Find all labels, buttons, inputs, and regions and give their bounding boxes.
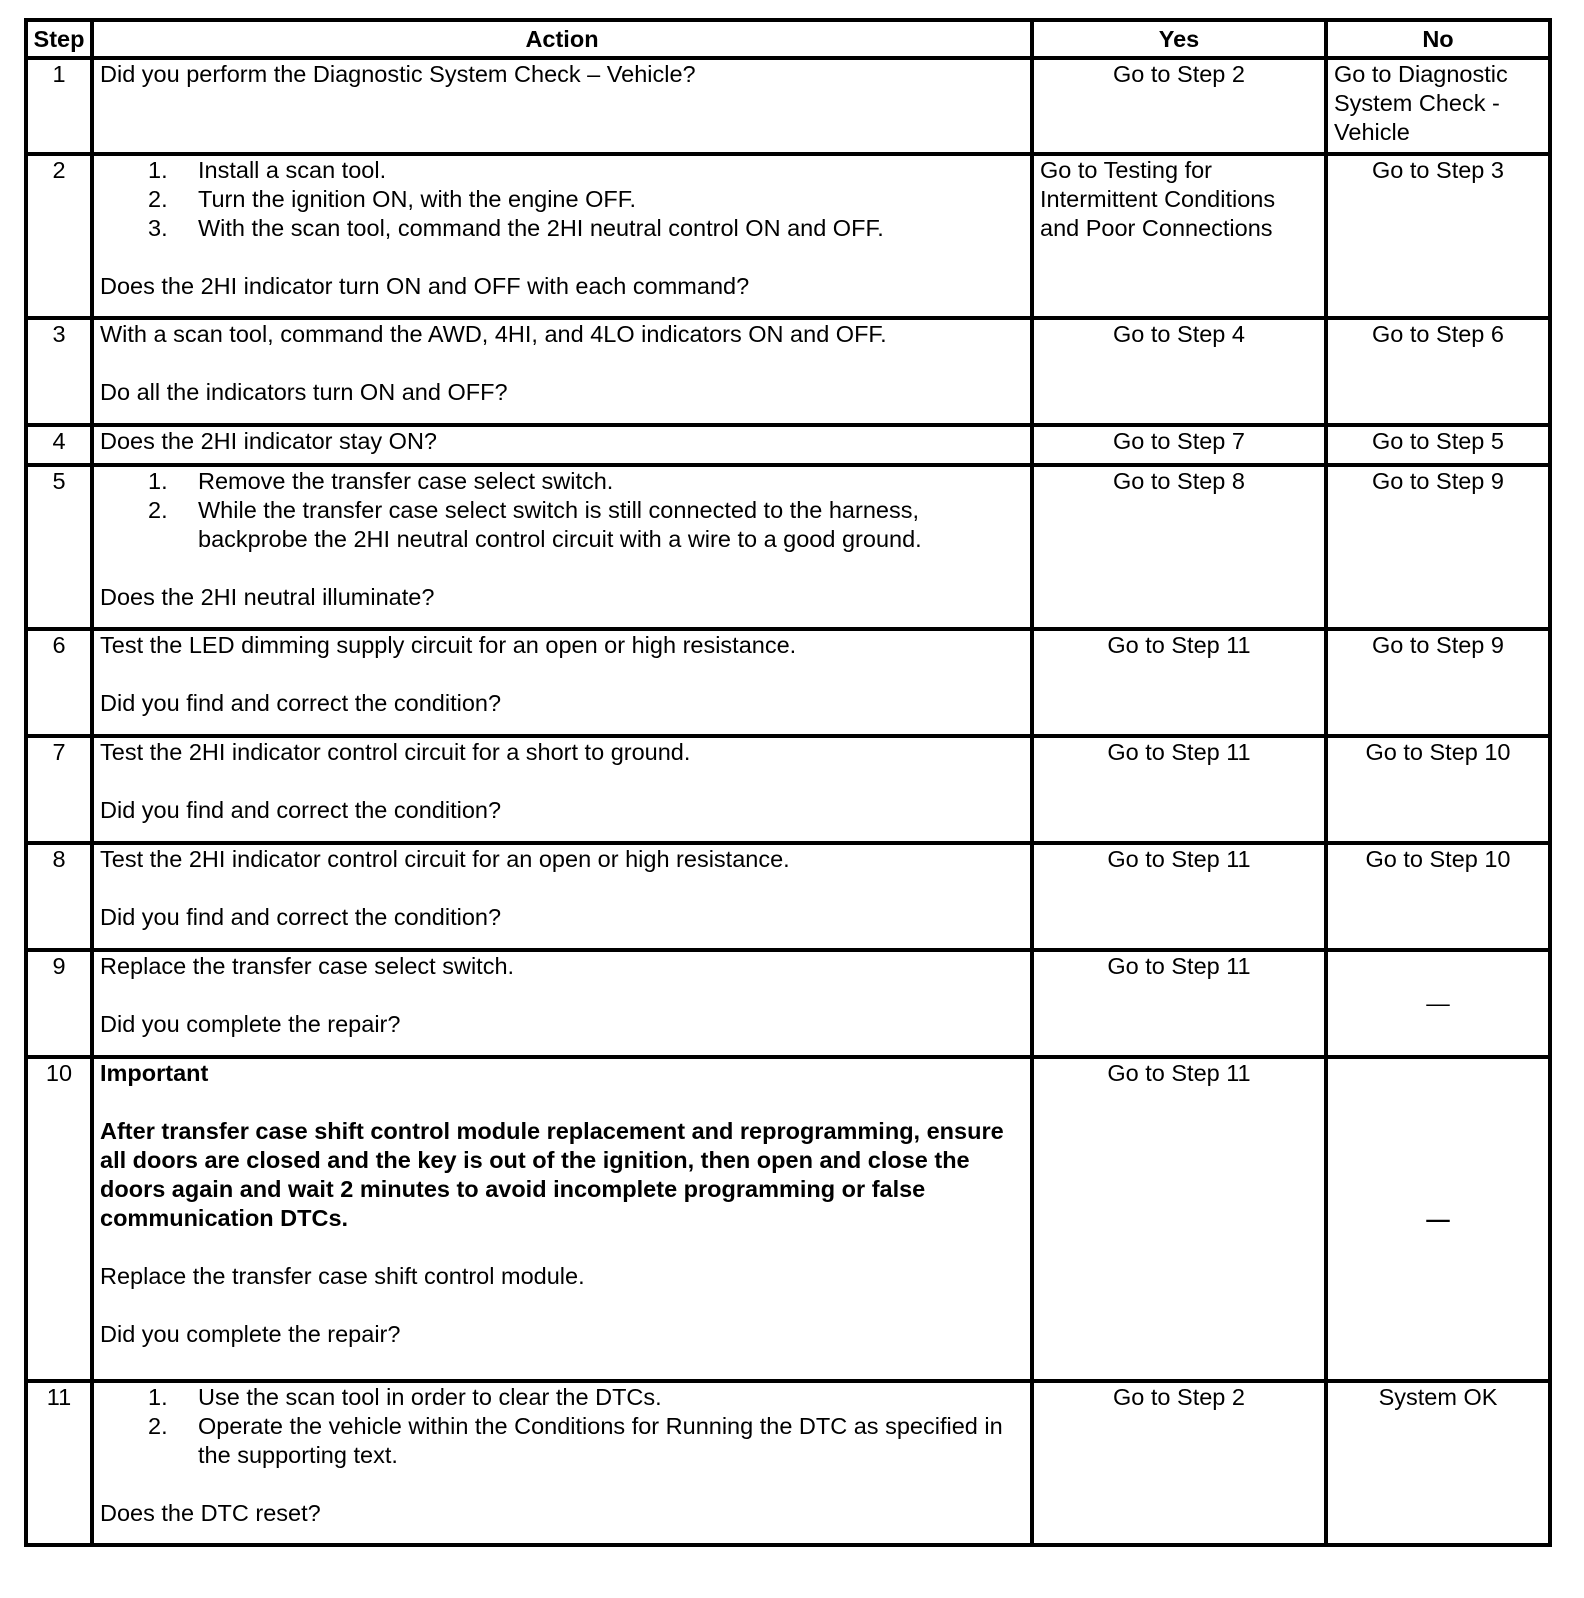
- list-item: 1. Install a scan tool.: [148, 157, 387, 183]
- no-cell: Go to Diagnostic System Check - Vehicle: [1326, 58, 1550, 154]
- no-cell: —: [1326, 1057, 1550, 1381]
- action-cell: [92, 950, 1032, 1057]
- header-yes: Yes: [1032, 20, 1326, 58]
- no-cell: Go to Step 3: [1326, 154, 1550, 318]
- list-item: 2. While the transfer case select switch is still connected to the harness, backprobe the 2HI neutral control circuit with a wire to a good ground.: [148, 497, 922, 552]
- no-cell: Go to Step 10: [1326, 736, 1550, 843]
- action-cell: [92, 425, 1032, 465]
- action-list: [100, 467, 1024, 554]
- action-text: Test the 2HI indicator control circuit for an open or high resistance.: [100, 846, 790, 872]
- action-text: Test the LED dimming supply circuit for an open or high resistance.: [100, 632, 797, 658]
- yes-cell: Go to Testing for Intermittent Conditions and Poor Connections: [1032, 154, 1326, 318]
- list-item: 2. Turn the ignition ON, with the engine OFF.: [148, 186, 637, 212]
- no-cell: —: [1326, 950, 1550, 1057]
- list-item: 1. Use the scan tool in order to clear the DTCs.: [148, 1384, 662, 1410]
- yes-cell: Go to Step 11: [1032, 736, 1326, 843]
- action-question: Does the 2HI neutral illuminate?: [100, 584, 435, 610]
- action-cell: [92, 465, 1032, 629]
- table-row: [26, 318, 1550, 425]
- action-text: Test the 2HI indicator control circuit for a short to ground.: [100, 739, 691, 765]
- yes-cell: Go to Step 2: [1032, 1381, 1326, 1545]
- list-item: 1. Remove the transfer case select switch.: [148, 468, 614, 494]
- table-row: [26, 843, 1550, 950]
- no-cell: Go to Step 9: [1326, 465, 1550, 629]
- action-question: Do all the indicators turn ON and OFF?: [100, 379, 508, 405]
- step-number: 6: [26, 629, 92, 736]
- action-list: [100, 156, 1024, 243]
- no-cell: Go to Step 5: [1326, 425, 1550, 465]
- no-cell: Go to Step 10: [1326, 843, 1550, 950]
- step-number: 8: [26, 843, 92, 950]
- diagnostic-table: [24, 18, 1552, 1547]
- table-row: [26, 736, 1550, 843]
- action-text: Does the 2HI indicator stay ON?: [100, 428, 437, 454]
- no-cell: Go to Step 6: [1326, 318, 1550, 425]
- action-question: Did you find and correct the condition?: [100, 797, 502, 823]
- table-row: [26, 1381, 1550, 1545]
- action-list: [100, 1383, 1024, 1470]
- step-number: 3: [26, 318, 92, 425]
- header-no: No: [1326, 20, 1550, 58]
- yes-cell: Go to Step 4: [1032, 318, 1326, 425]
- action-cell: [92, 629, 1032, 736]
- step-number: 2: [26, 154, 92, 318]
- action-cell: [92, 736, 1032, 843]
- action-cell: [92, 58, 1032, 154]
- table-row: [26, 425, 1550, 465]
- action-cell: [92, 843, 1032, 950]
- action-question: Does the DTC reset?: [100, 1500, 321, 1526]
- action-cell: [92, 1057, 1032, 1381]
- action-text: Replace the transfer case select switch.: [100, 953, 515, 979]
- yes-cell: Go to Step 11: [1032, 950, 1326, 1057]
- yes-cell: Go to Step 2: [1032, 58, 1326, 154]
- yes-cell: Go to Step 11: [1032, 1057, 1326, 1381]
- table-row: [26, 58, 1550, 154]
- action-question: Does the 2HI indicator turn ON and OFF with each command?: [100, 273, 750, 299]
- table-row: [26, 1057, 1550, 1381]
- list-item: 3. With the scan tool, command the 2HI neutral control ON and OFF.: [148, 215, 884, 241]
- action-cell: [92, 154, 1032, 318]
- yes-cell: Go to Step 8: [1032, 465, 1326, 629]
- step-number: 1: [26, 58, 92, 154]
- table-row: [26, 154, 1550, 318]
- step-number: 5: [26, 465, 92, 629]
- step-number: 9: [26, 950, 92, 1057]
- action-text: Replace the transfer case shift control module.: [100, 1263, 585, 1289]
- no-cell: Go to Step 9: [1326, 629, 1550, 736]
- yes-cell: Go to Step 11: [1032, 843, 1326, 950]
- header-step: Step: [26, 20, 92, 58]
- action-question: Did you find and correct the condition?: [100, 690, 502, 716]
- action-cell: [92, 1381, 1032, 1545]
- table-row: [26, 629, 1550, 736]
- action-question: Did you find and correct the condition?: [100, 904, 502, 930]
- action-text: Did you perform the Diagnostic System Check – Vehicle?: [100, 61, 696, 87]
- important-note: After transfer case shift control module replacement and reprogramming, ensure all doors are closed and the key is out of the ignition, then open and close the doors again and wait 2 minutes to avoid incomplete programming or false communication DTCs.: [100, 1118, 1004, 1231]
- action-cell: [92, 318, 1032, 425]
- action-text: With a scan tool, command the AWD, 4HI, and 4LO indicators ON and OFF.: [100, 321, 887, 347]
- step-number: 11: [26, 1381, 92, 1545]
- list-item: 2. Operate the vehicle within the Conditions for Running the DTC as specified in the supporting text.: [148, 1413, 1003, 1468]
- table-row: [26, 465, 1550, 629]
- action-question: Did you complete the repair?: [100, 1321, 401, 1347]
- header-action: Action: [92, 20, 1032, 58]
- step-number: 10: [26, 1057, 92, 1381]
- table-row: [26, 950, 1550, 1057]
- step-number: 4: [26, 425, 92, 465]
- table-header-row: [26, 20, 1550, 58]
- yes-cell: Go to Step 11: [1032, 629, 1326, 736]
- yes-cell: Go to Step 7: [1032, 425, 1326, 465]
- action-question: Did you complete the repair?: [100, 1011, 401, 1037]
- no-cell: System OK: [1326, 1381, 1550, 1545]
- step-number: 7: [26, 736, 92, 843]
- important-title: Important: [100, 1060, 209, 1086]
